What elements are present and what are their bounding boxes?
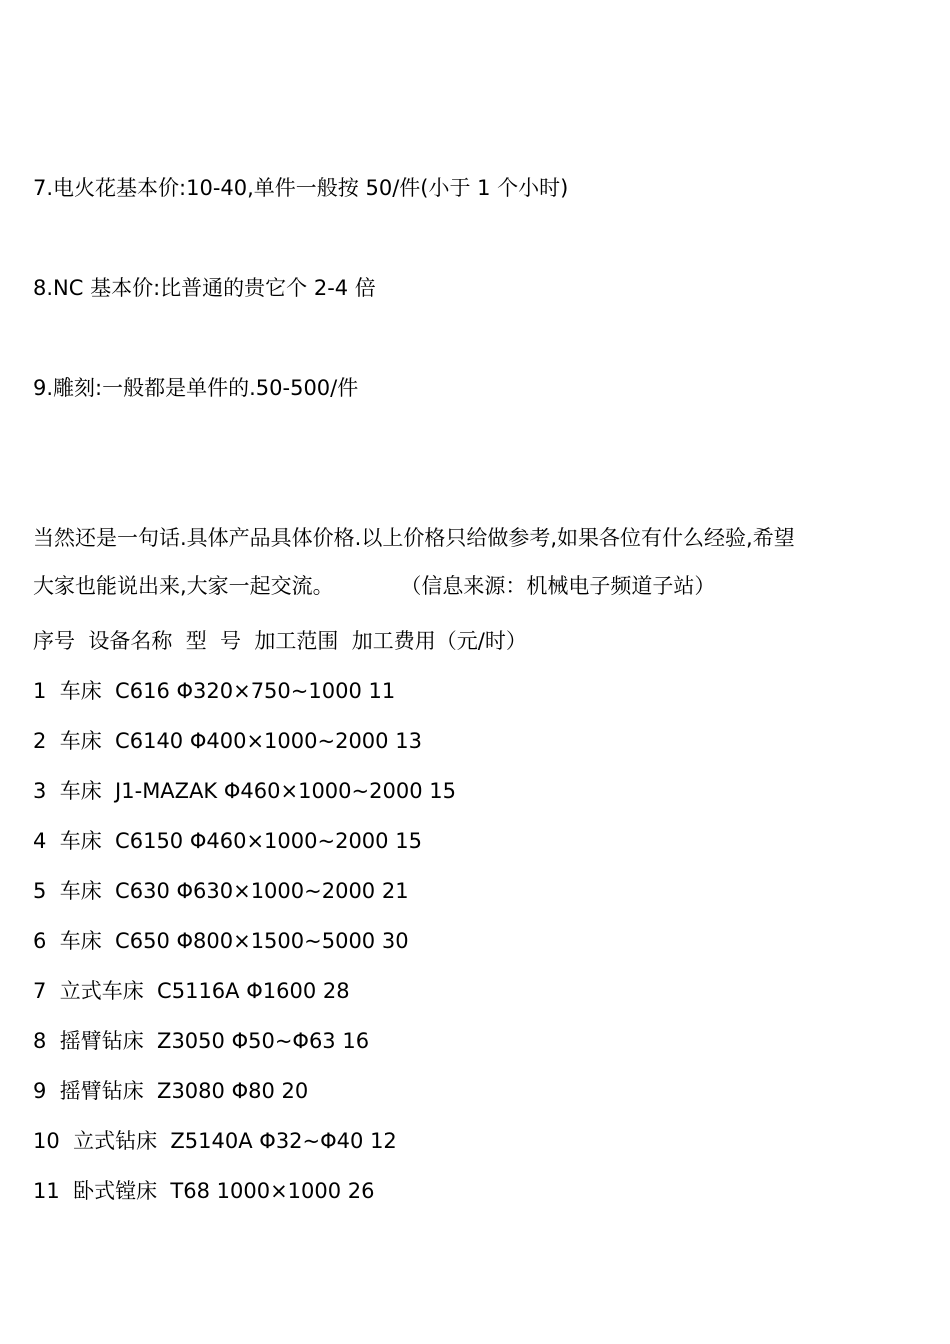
table-header: 序号 设备名称 型 号 加工范围 加工费用（元/时） bbox=[33, 629, 527, 653]
table-row: 8 摇臂钻床 Z3050 Φ50~Φ63 16 bbox=[33, 1029, 370, 1053]
paragraph-line-1: 当然还是一句话.具体产品具体价格.以上价格只给做参考,如果各位有什么经验,希望 bbox=[33, 526, 795, 550]
table-row: 3 车床 J1-MAZAK Φ460×1000~2000 15 bbox=[33, 779, 456, 803]
table-row: 5 车床 C630 Φ630×1000~2000 21 bbox=[33, 879, 409, 903]
table-row: 4 车床 C6150 Φ460×1000~2000 15 bbox=[33, 829, 422, 853]
pricing-item-nc: 8.NC 基本价:比普通的贵它个 2-4 倍 bbox=[33, 276, 376, 300]
table-row: 2 车床 C6140 Φ400×1000~2000 13 bbox=[33, 729, 422, 753]
table-row: 9 摇臂钻床 Z3080 Φ80 20 bbox=[33, 1079, 309, 1103]
table-row: 6 车床 C650 Φ800×1500~5000 30 bbox=[33, 929, 409, 953]
paragraph-line-2: 大家也能说出来,大家一起交流。 （信息来源：机械电子频道子站） bbox=[33, 574, 716, 598]
pricing-item-engraving: 9.雕刻:一般都是单件的.50-500/件 bbox=[33, 376, 359, 400]
pricing-item-edm: 7.电火花基本价:10-40,单件一般按 50/件(小于 1 个小时) bbox=[33, 176, 569, 200]
table-row: 10 立式钻床 Z5140A Φ32~Φ40 12 bbox=[33, 1129, 397, 1153]
table-row: 11 卧式镗床 T68 1000×1000 26 bbox=[33, 1179, 375, 1203]
table-row: 7 立式车床 C5116A Φ1600 28 bbox=[33, 979, 350, 1003]
table-row: 1 车床 C616 Φ320×750~1000 11 bbox=[33, 679, 396, 703]
